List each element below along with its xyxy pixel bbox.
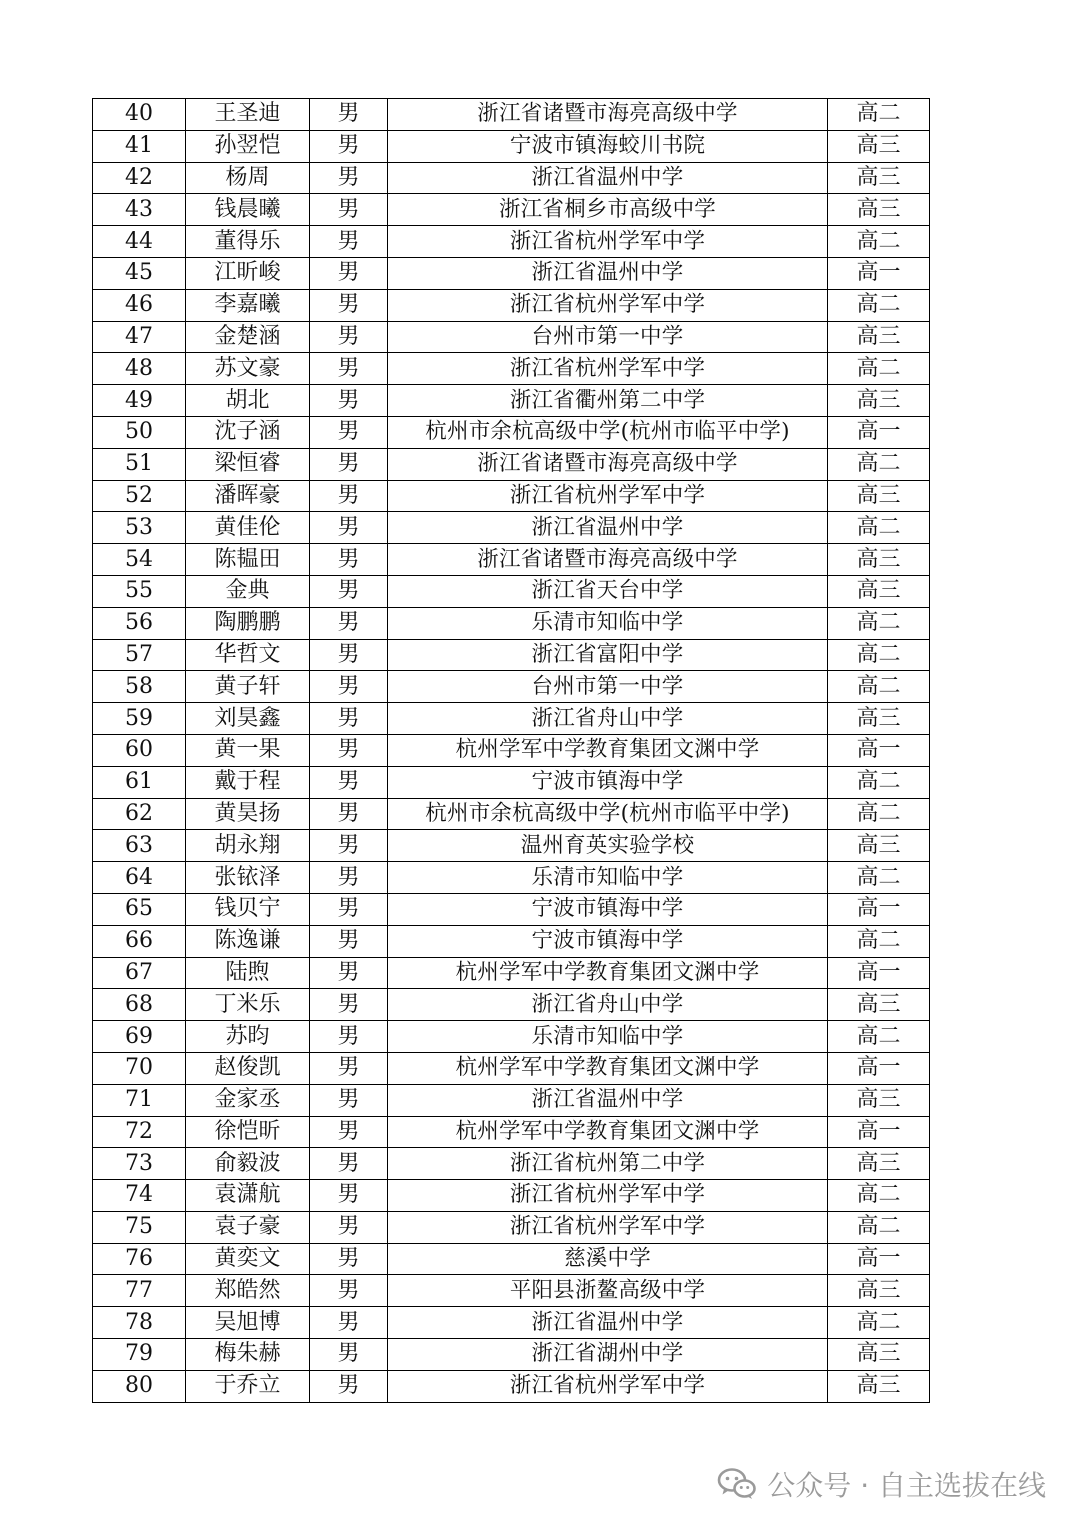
student-name-cell: 潘晖豪 — [186, 480, 310, 512]
school-cell: 浙江省舟山中学 — [388, 703, 828, 735]
gender-cell: 男 — [310, 257, 388, 289]
school-cell: 慈溪中学 — [388, 1243, 828, 1275]
school-cell: 浙江省杭州学军中学 — [388, 480, 828, 512]
grade-cell: 高二 — [828, 353, 930, 385]
student-name-cell: 郑皓然 — [186, 1275, 310, 1307]
table-row — [93, 1180, 930, 1212]
grade-cell: 高二 — [828, 289, 930, 321]
grade-cell: 高二 — [828, 99, 930, 131]
student-name-cell: 董得乐 — [186, 226, 310, 258]
grade-cell: 高二 — [828, 226, 930, 258]
student-name-cell: 苏文豪 — [186, 353, 310, 385]
gender-cell: 男 — [310, 862, 388, 894]
school-cell: 浙江省温州中学 — [388, 162, 828, 194]
watermark-text: 公众号 · 自主选拔在线 — [767, 1469, 1046, 1502]
student-name-cell: 钱贝宁 — [186, 893, 310, 925]
school-cell: 浙江省杭州第二中学 — [388, 1148, 828, 1180]
school-cell: 乐清市知临中学 — [388, 862, 828, 894]
grade-cell: 高二 — [828, 512, 930, 544]
gender-cell: 男 — [310, 480, 388, 512]
gender-cell: 男 — [310, 162, 388, 194]
table-row — [93, 703, 930, 735]
gender-cell: 男 — [310, 1180, 388, 1212]
row-number-cell: 52 — [93, 480, 186, 512]
grade-cell: 高二 — [828, 1021, 930, 1053]
gender-cell: 男 — [310, 1116, 388, 1148]
table-row — [93, 544, 930, 576]
student-name-cell: 陶鹏鹏 — [186, 607, 310, 639]
school-cell: 平阳县浙鳌高级中学 — [388, 1275, 828, 1307]
grade-cell: 高二 — [828, 639, 930, 671]
row-number-cell: 50 — [93, 416, 186, 448]
school-cell: 台州市第一中学 — [388, 671, 828, 703]
grade-cell: 高二 — [828, 448, 930, 480]
school-cell: 浙江省杭州学军中学 — [388, 1211, 828, 1243]
table-row — [93, 480, 930, 512]
row-number-cell: 61 — [93, 766, 186, 798]
school-cell: 浙江省湖州中学 — [388, 1339, 828, 1371]
gender-cell: 男 — [310, 1275, 388, 1307]
student-name-cell: 黄子轩 — [186, 671, 310, 703]
gender-cell: 男 — [310, 798, 388, 830]
student-name-cell: 金楚涵 — [186, 321, 310, 353]
student-name-cell: 胡永翔 — [186, 830, 310, 862]
gender-cell: 男 — [310, 226, 388, 258]
gender-cell: 男 — [310, 194, 388, 226]
gender-cell: 男 — [310, 734, 388, 766]
school-cell: 杭州市余杭高级中学(杭州市临平中学) — [388, 798, 828, 830]
table-row — [93, 925, 930, 957]
gender-cell: 男 — [310, 989, 388, 1021]
table-row — [93, 893, 930, 925]
gender-cell: 男 — [310, 703, 388, 735]
grade-cell: 高二 — [828, 607, 930, 639]
grade-cell: 高一 — [828, 1243, 930, 1275]
student-name-cell: 陆煦 — [186, 957, 310, 989]
school-cell: 浙江省诸暨市海亮高级中学 — [388, 99, 828, 131]
row-number-cell: 43 — [93, 194, 186, 226]
gender-cell: 男 — [310, 544, 388, 576]
row-number-cell: 72 — [93, 1116, 186, 1148]
student-name-cell: 赵俊凯 — [186, 1052, 310, 1084]
table-row — [93, 130, 930, 162]
table-row — [93, 798, 930, 830]
table-row — [93, 734, 930, 766]
student-name-cell: 梁恒睿 — [186, 448, 310, 480]
gender-cell: 男 — [310, 289, 388, 321]
school-cell: 浙江省温州中学 — [388, 257, 828, 289]
school-cell: 浙江省温州中学 — [388, 1307, 828, 1339]
table-row — [93, 226, 930, 258]
row-number-cell: 47 — [93, 321, 186, 353]
row-number-cell: 63 — [93, 830, 186, 862]
table-row — [93, 1116, 930, 1148]
row-number-cell: 48 — [93, 353, 186, 385]
school-cell: 温州育英实验学校 — [388, 830, 828, 862]
student-name-cell: 江昕峻 — [186, 257, 310, 289]
school-cell: 杭州学军中学教育集团文渊中学 — [388, 957, 828, 989]
row-number-cell: 70 — [93, 1052, 186, 1084]
school-cell: 浙江省舟山中学 — [388, 989, 828, 1021]
table-row — [93, 575, 930, 607]
grade-cell: 高三 — [828, 544, 930, 576]
row-number-cell: 65 — [93, 893, 186, 925]
wechat-icon — [717, 1467, 757, 1501]
school-cell: 浙江省杭州学军中学 — [388, 353, 828, 385]
grade-cell: 高二 — [828, 1180, 930, 1212]
row-number-cell: 41 — [93, 130, 186, 162]
student-name-cell: 俞毅波 — [186, 1148, 310, 1180]
school-cell: 浙江省富阳中学 — [388, 639, 828, 671]
table-row — [93, 512, 930, 544]
gender-cell: 男 — [310, 607, 388, 639]
school-cell: 乐清市知临中学 — [388, 1021, 828, 1053]
gender-cell: 男 — [310, 1307, 388, 1339]
gender-cell: 男 — [310, 448, 388, 480]
student-name-cell: 黄一果 — [186, 734, 310, 766]
school-cell: 浙江省天台中学 — [388, 575, 828, 607]
grade-cell: 高三 — [828, 989, 930, 1021]
school-cell: 浙江省诸暨市海亮高级中学 — [388, 544, 828, 576]
gender-cell: 男 — [310, 1148, 388, 1180]
gender-cell: 男 — [310, 1021, 388, 1053]
student-name-cell: 金家丞 — [186, 1084, 310, 1116]
student-name-cell: 胡北 — [186, 385, 310, 417]
gender-cell: 男 — [310, 671, 388, 703]
row-number-cell: 42 — [93, 162, 186, 194]
grade-cell: 高一 — [828, 416, 930, 448]
row-number-cell: 57 — [93, 639, 186, 671]
gender-cell: 男 — [310, 1243, 388, 1275]
table-row — [93, 416, 930, 448]
gender-cell: 男 — [310, 512, 388, 544]
grade-cell: 高三 — [828, 385, 930, 417]
table-row — [93, 607, 930, 639]
table-row — [93, 257, 930, 289]
row-number-cell: 59 — [93, 703, 186, 735]
grade-cell: 高三 — [828, 1148, 930, 1180]
student-name-cell: 张铱泽 — [186, 862, 310, 894]
school-cell: 浙江省杭州学军中学 — [388, 1370, 828, 1402]
grade-cell: 高一 — [828, 893, 930, 925]
row-number-cell: 66 — [93, 925, 186, 957]
table-row — [93, 1370, 930, 1402]
school-cell: 宁波市镇海蛟川书院 — [388, 130, 828, 162]
gender-cell: 男 — [310, 957, 388, 989]
gender-cell: 男 — [310, 1084, 388, 1116]
roster-body — [93, 99, 930, 1403]
row-number-cell: 73 — [93, 1148, 186, 1180]
student-name-cell: 于乔立 — [186, 1370, 310, 1402]
table-row — [93, 830, 930, 862]
student-name-cell: 陈韫田 — [186, 544, 310, 576]
table-row — [93, 671, 930, 703]
table-row — [93, 321, 930, 353]
school-cell: 杭州学军中学教育集团文渊中学 — [388, 734, 828, 766]
grade-cell: 高三 — [828, 703, 930, 735]
student-name-cell: 丁米乐 — [186, 989, 310, 1021]
student-name-cell: 吴旭博 — [186, 1307, 310, 1339]
gender-cell: 男 — [310, 925, 388, 957]
gender-cell: 男 — [310, 1339, 388, 1371]
student-name-cell: 孙翌恺 — [186, 130, 310, 162]
row-number-cell: 75 — [93, 1211, 186, 1243]
table-row — [93, 1052, 930, 1084]
gender-cell: 男 — [310, 385, 388, 417]
row-number-cell: 74 — [93, 1180, 186, 1212]
school-cell: 浙江省杭州学军中学 — [388, 226, 828, 258]
school-cell: 乐清市知临中学 — [388, 607, 828, 639]
row-number-cell: 67 — [93, 957, 186, 989]
grade-cell: 高三 — [828, 130, 930, 162]
table-row — [93, 989, 930, 1021]
gender-cell: 男 — [310, 353, 388, 385]
student-name-cell: 袁潇航 — [186, 1180, 310, 1212]
student-name-cell: 华哲文 — [186, 639, 310, 671]
school-cell: 杭州学军中学教育集团文渊中学 — [388, 1116, 828, 1148]
school-cell: 浙江省衢州第二中学 — [388, 385, 828, 417]
gender-cell: 男 — [310, 99, 388, 131]
table-row — [93, 194, 930, 226]
school-cell: 浙江省桐乡市高级中学 — [388, 194, 828, 226]
school-cell: 浙江省诸暨市海亮高级中学 — [388, 448, 828, 480]
grade-cell: 高三 — [828, 1084, 930, 1116]
school-cell: 浙江省温州中学 — [388, 1084, 828, 1116]
gender-cell: 男 — [310, 766, 388, 798]
table-row — [93, 448, 930, 480]
grade-cell: 高一 — [828, 957, 930, 989]
row-number-cell: 44 — [93, 226, 186, 258]
row-number-cell: 71 — [93, 1084, 186, 1116]
table-row — [93, 1148, 930, 1180]
gender-cell: 男 — [310, 416, 388, 448]
row-number-cell: 77 — [93, 1275, 186, 1307]
student-name-cell: 刘昊鑫 — [186, 703, 310, 735]
gender-cell: 男 — [310, 1052, 388, 1084]
student-name-cell: 黄奕文 — [186, 1243, 310, 1275]
school-cell: 宁波市镇海中学 — [388, 893, 828, 925]
student-name-cell: 陈逸谦 — [186, 925, 310, 957]
grade-cell: 高三 — [828, 1275, 930, 1307]
row-number-cell: 78 — [93, 1307, 186, 1339]
school-cell: 宁波市镇海中学 — [388, 925, 828, 957]
row-number-cell: 54 — [93, 544, 186, 576]
grade-cell: 高二 — [828, 766, 930, 798]
table-row — [93, 1275, 930, 1307]
row-number-cell: 80 — [93, 1370, 186, 1402]
roster-table — [92, 98, 930, 1403]
student-name-cell: 黄佳伦 — [186, 512, 310, 544]
student-name-cell: 黄昊扬 — [186, 798, 310, 830]
student-name-cell: 金典 — [186, 575, 310, 607]
row-number-cell: 45 — [93, 257, 186, 289]
student-name-cell: 沈子涵 — [186, 416, 310, 448]
table-row — [93, 1084, 930, 1116]
row-number-cell: 56 — [93, 607, 186, 639]
grade-cell: 高三 — [828, 1370, 930, 1402]
row-number-cell: 69 — [93, 1021, 186, 1053]
row-number-cell: 46 — [93, 289, 186, 321]
table-row — [93, 289, 930, 321]
row-number-cell: 49 — [93, 385, 186, 417]
student-name-cell: 梅朱赫 — [186, 1339, 310, 1371]
grade-cell: 高二 — [828, 1307, 930, 1339]
school-cell: 杭州学军中学教育集团文渊中学 — [388, 1052, 828, 1084]
grade-cell: 高三 — [828, 321, 930, 353]
gender-cell: 男 — [310, 321, 388, 353]
table-row — [93, 1243, 930, 1275]
grade-cell: 高二 — [828, 798, 930, 830]
gender-cell: 男 — [310, 130, 388, 162]
table-row — [93, 1339, 930, 1371]
row-number-cell: 55 — [93, 575, 186, 607]
grade-cell: 高一 — [828, 734, 930, 766]
school-cell: 浙江省杭州学军中学 — [388, 1180, 828, 1212]
gender-cell: 男 — [310, 830, 388, 862]
school-cell: 杭州市余杭高级中学(杭州市临平中学) — [388, 416, 828, 448]
grade-cell: 高二 — [828, 671, 930, 703]
grade-cell: 高一 — [828, 1052, 930, 1084]
table-row — [93, 1307, 930, 1339]
row-number-cell: 53 — [93, 512, 186, 544]
grade-cell: 高三 — [828, 575, 930, 607]
row-number-cell: 64 — [93, 862, 186, 894]
grade-cell: 高一 — [828, 1116, 930, 1148]
gender-cell: 男 — [310, 1211, 388, 1243]
gender-cell: 男 — [310, 575, 388, 607]
student-name-cell: 杨周 — [186, 162, 310, 194]
table-row — [93, 1211, 930, 1243]
student-name-cell: 李嘉曦 — [186, 289, 310, 321]
student-name-cell: 袁子豪 — [186, 1211, 310, 1243]
grade-cell: 高三 — [828, 1339, 930, 1371]
table-row — [93, 99, 930, 131]
student-name-cell: 钱晨曦 — [186, 194, 310, 226]
gender-cell: 男 — [310, 639, 388, 671]
grade-cell: 高三 — [828, 830, 930, 862]
table-row — [93, 162, 930, 194]
table-row — [93, 639, 930, 671]
table-row — [93, 862, 930, 894]
watermark — [717, 1464, 1046, 1504]
grade-cell: 高三 — [828, 162, 930, 194]
row-number-cell: 68 — [93, 989, 186, 1021]
grade-cell: 高三 — [828, 480, 930, 512]
row-number-cell: 62 — [93, 798, 186, 830]
school-cell: 浙江省杭州学军中学 — [388, 289, 828, 321]
row-number-cell: 76 — [93, 1243, 186, 1275]
table-row — [93, 385, 930, 417]
grade-cell: 高一 — [828, 257, 930, 289]
school-cell: 宁波市镇海中学 — [388, 766, 828, 798]
grade-cell: 高三 — [828, 194, 930, 226]
student-name-cell: 徐恺昕 — [186, 1116, 310, 1148]
table-row — [93, 1021, 930, 1053]
grade-cell: 高二 — [828, 1211, 930, 1243]
row-number-cell: 79 — [93, 1339, 186, 1371]
gender-cell: 男 — [310, 1370, 388, 1402]
student-name-cell: 苏昀 — [186, 1021, 310, 1053]
student-name-cell: 戴于程 — [186, 766, 310, 798]
table-row — [93, 957, 930, 989]
gender-cell: 男 — [310, 893, 388, 925]
row-number-cell: 60 — [93, 734, 186, 766]
table-row — [93, 766, 930, 798]
school-cell: 浙江省温州中学 — [388, 512, 828, 544]
grade-cell: 高二 — [828, 862, 930, 894]
school-cell: 台州市第一中学 — [388, 321, 828, 353]
table-row — [93, 353, 930, 385]
row-number-cell: 58 — [93, 671, 186, 703]
row-number-cell: 40 — [93, 99, 186, 131]
grade-cell: 高二 — [828, 925, 930, 957]
row-number-cell: 51 — [93, 448, 186, 480]
student-name-cell: 王圣迪 — [186, 99, 310, 131]
